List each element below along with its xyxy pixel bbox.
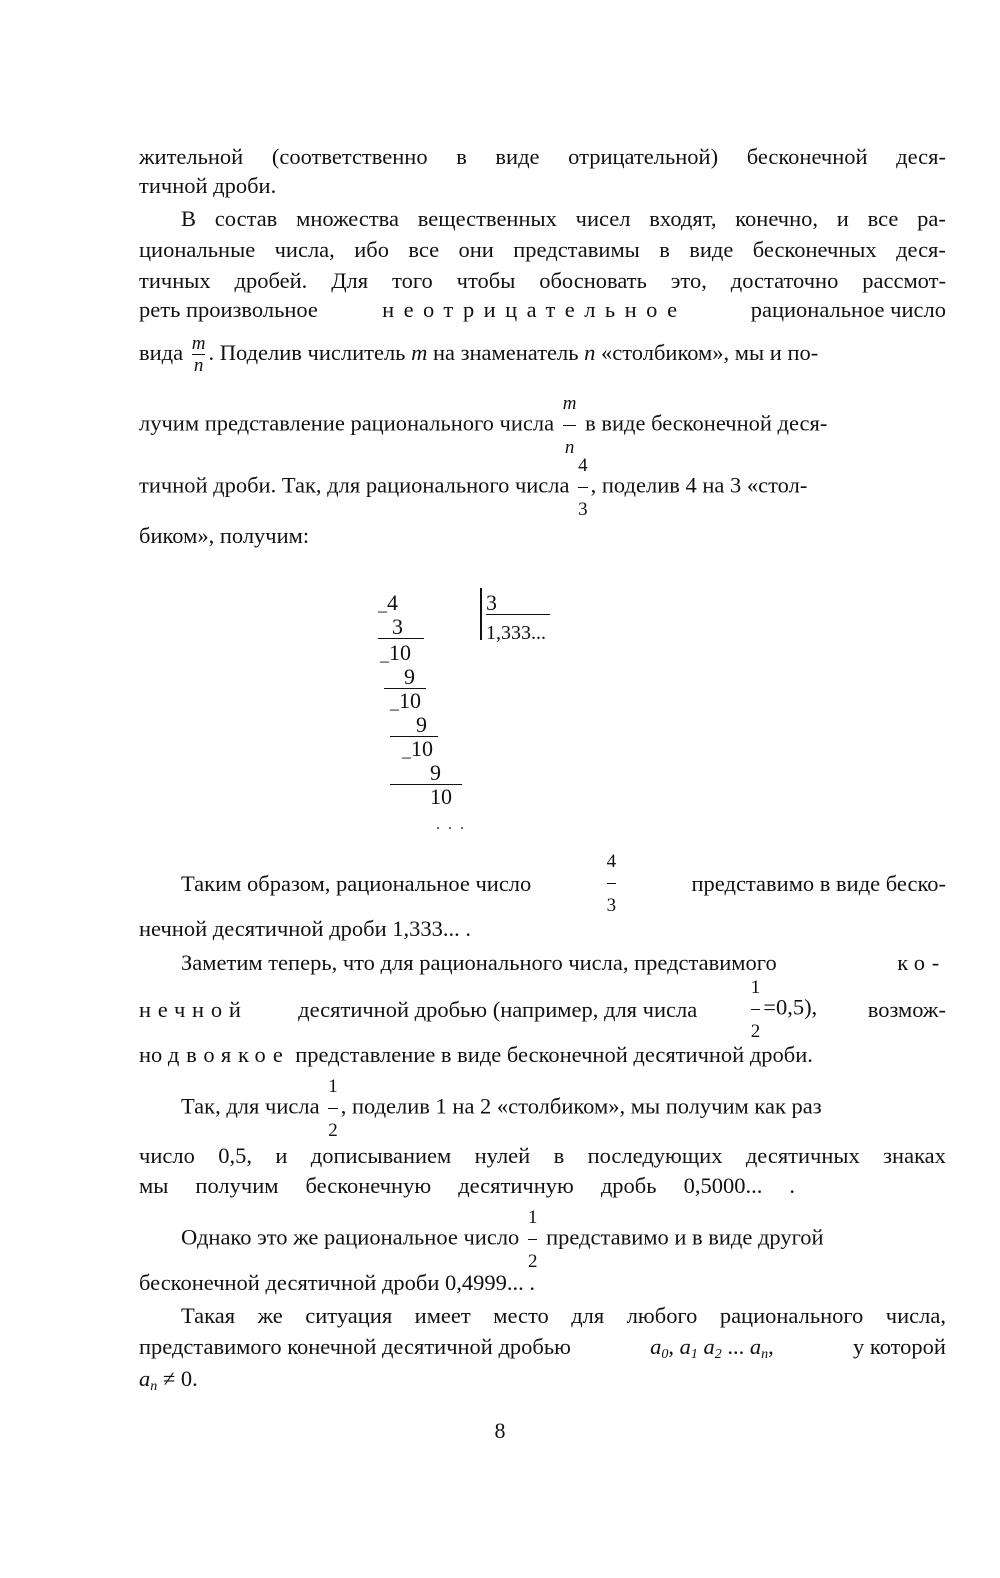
- fraction-m-over-n: [562, 394, 578, 457]
- word: и: [275, 1143, 288, 1168]
- fraction-m-over-n: [191, 334, 207, 375]
- word: 0,5,: [218, 1143, 252, 1168]
- word: Для: [331, 268, 369, 293]
- word: дробь: [600, 1173, 657, 1198]
- word: деся-: [896, 144, 946, 169]
- long-division: [360, 586, 600, 846]
- fraction-one-half: [750, 978, 762, 1041]
- division-step: 9: [390, 714, 438, 737]
- text-line: бесконечной десятичной дроби 0,4999... .: [139, 1270, 536, 1295]
- division-step: 9: [390, 762, 462, 785]
- word: достаточно: [730, 268, 839, 293]
- text-run: тичной дроби. Так, для рационального числа: [139, 472, 570, 498]
- division-step: _10: [390, 688, 421, 713]
- numerator: 4: [606, 851, 617, 872]
- subscript: 2: [714, 1347, 722, 1362]
- word: десятичных: [745, 1143, 860, 1168]
- word: в: [456, 144, 467, 169]
- word: ситуация: [305, 1303, 393, 1328]
- word: того: [392, 268, 433, 293]
- word: дробей.: [234, 268, 308, 293]
- variable: a: [703, 1334, 715, 1359]
- word: деся-: [896, 237, 946, 262]
- word: бесконечную: [305, 1173, 432, 1198]
- word: получим: [195, 1173, 279, 1198]
- word: входят,: [649, 206, 717, 231]
- word: представимы: [513, 237, 640, 262]
- word: имеет: [414, 1303, 471, 1328]
- text-line: [139, 267, 946, 295]
- variable: a: [679, 1334, 691, 1359]
- division-dividend: _4: [378, 590, 398, 615]
- text-run: представимого конечной десятичной дробью: [139, 1334, 571, 1359]
- variable: a: [139, 1366, 151, 1391]
- word: тичных: [139, 268, 211, 293]
- text-run: Однако это же рациональное число: [181, 1224, 520, 1250]
- text-run: у которой: [853, 1334, 946, 1359]
- division-divisor: 3: [486, 592, 550, 615]
- word: .: [789, 1173, 795, 1198]
- division-step: 9: [384, 666, 426, 689]
- fraction-four-thirds: [577, 456, 589, 519]
- text-run: реть произвольное: [139, 297, 318, 322]
- word: бесконечной: [746, 144, 868, 169]
- variable: a: [650, 1334, 662, 1359]
- text-run: ≠ 0.: [162, 1366, 198, 1391]
- subscript: 1: [690, 1347, 698, 1362]
- text-run: , поделив 1 на 2 «столбиком», мы получим как раз: [340, 1093, 822, 1119]
- numerator: m: [191, 333, 206, 355]
- numerator: 1: [328, 1076, 338, 1097]
- division-step: _10: [380, 640, 411, 665]
- text-line: тичной дроби.: [139, 173, 277, 198]
- text-line: [181, 1208, 946, 1271]
- text-run: вида: [139, 340, 184, 365]
- word: последующих: [587, 1143, 723, 1168]
- text-line: [139, 296, 946, 324]
- text-line: [139, 1041, 946, 1069]
- word: обосновать: [539, 268, 647, 293]
- word: ибо: [354, 237, 389, 262]
- fraction-four-thirds: [606, 852, 618, 915]
- division-ellipsis: . . .: [436, 816, 466, 833]
- word: виде: [495, 144, 540, 169]
- numerator: 4: [578, 455, 588, 476]
- text-run: Таким образом, рациональное число: [181, 870, 532, 896]
- word: они: [458, 237, 494, 262]
- word: это,: [670, 268, 707, 293]
- word: рассмот-: [862, 268, 946, 293]
- text-line: [181, 1302, 946, 1330]
- spaced-emphasis: ко-: [897, 950, 946, 975]
- word: в: [553, 1143, 565, 1168]
- word: рационального: [719, 1303, 864, 1328]
- word: знаках: [883, 1143, 946, 1168]
- division-step: _10: [402, 736, 433, 761]
- word: числа,: [274, 237, 335, 262]
- division-remainder: 10: [430, 784, 452, 809]
- text-run: представимо и в виде другой: [546, 1224, 824, 1250]
- word: состав: [214, 206, 278, 231]
- text-line: [181, 205, 946, 233]
- variable: a: [749, 1334, 762, 1359]
- word: десятичную: [458, 1173, 574, 1198]
- word: 0,5000...: [683, 1173, 763, 1198]
- text-run: представление в виде бесконечной десятичной дроби.: [295, 1042, 813, 1067]
- word: любого: [626, 1303, 698, 1328]
- word: жительной: [139, 144, 244, 169]
- variable: n: [584, 340, 596, 365]
- text-line: [139, 978, 946, 1041]
- word: все: [408, 237, 440, 262]
- word: нулей: [474, 1143, 531, 1168]
- word: Такая: [181, 1303, 236, 1328]
- division-quotient: 1,333...: [486, 622, 546, 644]
- step-value: 10: [389, 640, 411, 665]
- fraction-one-half: [327, 1077, 339, 1140]
- step-value: 10: [411, 736, 433, 761]
- word: виде: [689, 237, 734, 262]
- word: чисел: [575, 206, 631, 231]
- text-line: [139, 456, 946, 519]
- text-line: [139, 1333, 946, 1369]
- text-line: [139, 236, 946, 264]
- denominator: n: [193, 355, 204, 377]
- fraction-one-half: [527, 1208, 539, 1271]
- word: вещественных: [417, 206, 557, 231]
- variable-an: [139, 1366, 158, 1394]
- text-line: [139, 394, 946, 457]
- text-run: Заметим теперь, что для рационального числа, представимого: [181, 950, 777, 975]
- text-line: [139, 1365, 946, 1401]
- denominator: 3: [578, 499, 588, 520]
- page-number: 8: [494, 1418, 506, 1443]
- spaced-emphasis: нечной: [139, 996, 248, 1022]
- word: и: [836, 206, 849, 231]
- sequence-a0-an: [650, 1333, 774, 1369]
- text-run: десятичной дробью (например, для числа: [298, 996, 698, 1022]
- text-run: . Поделив числитель: [208, 340, 406, 365]
- word: место: [493, 1303, 549, 1328]
- separator: ,: [768, 1334, 774, 1359]
- ellipsis: ...: [727, 1334, 745, 1359]
- separator: ,: [668, 1334, 675, 1359]
- word: числа,: [885, 1303, 946, 1328]
- text-run: в виде бесконечной деся-: [585, 410, 828, 436]
- text-line: [139, 1172, 795, 1200]
- word: в: [659, 237, 670, 262]
- word: бесконечных: [752, 237, 877, 262]
- fraction-with-value: [748, 978, 817, 1041]
- denominator: 2: [750, 1021, 761, 1042]
- subscript: 0: [661, 1347, 669, 1362]
- text-run: представимо в виде беско-: [691, 870, 946, 896]
- text-run: «столбиком», мы и по-: [601, 340, 819, 365]
- text-line: [139, 331, 946, 375]
- text-run: но: [139, 1042, 163, 1067]
- division-step: 3: [378, 616, 424, 639]
- word: все: [867, 206, 899, 231]
- word: ра-: [917, 206, 946, 231]
- denominator: 2: [527, 1251, 538, 1272]
- text-run: на знаменатель: [432, 340, 579, 365]
- text-line: нечной десятичной дроби 1,333... .: [139, 916, 472, 941]
- text-run: Так, для числа: [181, 1093, 320, 1119]
- word: для: [571, 1303, 605, 1328]
- word: же: [257, 1303, 283, 1328]
- text-line: [181, 1077, 946, 1140]
- dividend-value: 4: [387, 590, 398, 615]
- text-line: [181, 852, 946, 915]
- division-vertical-rule: [480, 588, 482, 640]
- subscript: n: [761, 1347, 769, 1362]
- text-line: [139, 143, 946, 171]
- text-run: лучим представление рационального числа: [139, 410, 555, 436]
- spaced-emphasis: неотрицательное: [382, 297, 687, 322]
- word: множества: [296, 206, 399, 231]
- word: дописыванием: [310, 1143, 452, 1168]
- text-run: рациональное число: [750, 297, 946, 322]
- numerator: 1: [750, 977, 761, 998]
- variable: m: [411, 340, 428, 365]
- text-line: [181, 949, 946, 977]
- word: конечно,: [735, 206, 819, 231]
- numerator: 1: [527, 1207, 538, 1228]
- spaced-emphasis: двоякое: [167, 1042, 290, 1067]
- denominator: 3: [606, 895, 617, 916]
- word: циональные: [139, 237, 256, 262]
- text-run: , поделив 4 на 3 «стол-: [590, 472, 808, 498]
- word: (соответственно: [271, 144, 428, 169]
- word: мы: [139, 1173, 169, 1198]
- word: отрицательной): [568, 144, 719, 169]
- denominator: n: [564, 437, 575, 458]
- text-line: биком», получим:: [139, 523, 310, 548]
- subscript: n: [150, 1379, 158, 1394]
- step-value: 10: [399, 688, 421, 713]
- denominator: 2: [328, 1120, 338, 1141]
- word: В: [181, 206, 197, 231]
- text-run: возмож-: [867, 996, 946, 1022]
- word: чтобы: [456, 268, 516, 293]
- numerator: m: [562, 393, 577, 414]
- text-run: =0,5),: [763, 994, 818, 1020]
- word: число: [139, 1143, 195, 1168]
- text-line: [139, 1142, 946, 1170]
